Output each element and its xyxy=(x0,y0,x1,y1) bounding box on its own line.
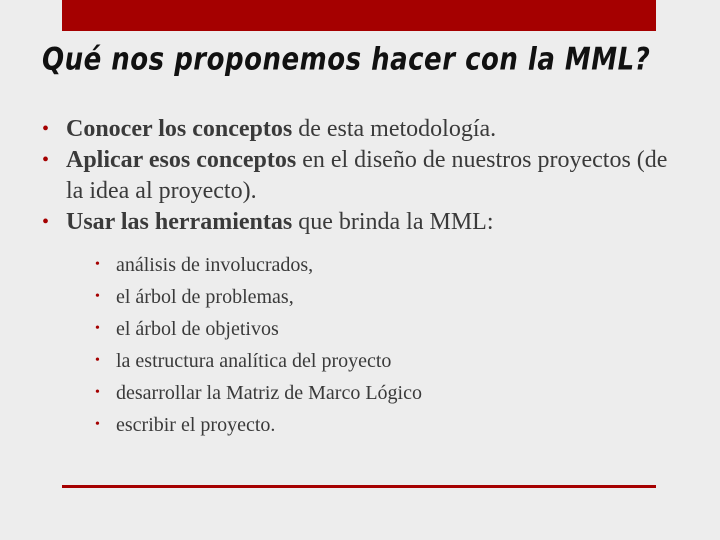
bullet-bold-text: Aplicar esos conceptos xyxy=(66,147,297,173)
slide-content xyxy=(40,114,680,441)
bottom-divider-line xyxy=(62,485,656,488)
bullet-text: que brinda la MML: xyxy=(292,209,494,235)
sub-bullet-text: el árbol de objetivos xyxy=(116,318,279,340)
bullet-bold-text: Conocer los conceptos xyxy=(66,116,293,142)
sub-bullet-list xyxy=(66,249,680,441)
bullet-item-conocer xyxy=(40,114,680,145)
sub-bullet-text: escribir el proyecto. xyxy=(116,414,276,436)
bullet-bold-text: Usar las herramientas xyxy=(66,209,293,235)
sub-bullet-dot-icon: • xyxy=(95,257,100,272)
sub-bullet-text: la estructura analítica del proyecto xyxy=(116,350,392,372)
bullet-dot-icon: • xyxy=(42,211,50,233)
sub-bullet-item xyxy=(66,313,680,345)
sub-bullet-dot-icon: • xyxy=(95,417,100,432)
sub-bullet-item xyxy=(66,409,680,441)
sub-bullet-item xyxy=(66,249,680,281)
sub-bullet-item xyxy=(66,345,680,377)
sub-bullet-item xyxy=(66,377,680,409)
bullet-item-usar xyxy=(40,207,680,441)
slide-title: Qué nos proponemos hacer con la MML? xyxy=(42,42,651,78)
bullet-dot-icon: • xyxy=(42,149,50,171)
sub-bullet-item xyxy=(66,281,680,313)
bullet-text: de esta metodología. xyxy=(292,116,497,142)
bullet-item-aplicar xyxy=(40,145,680,207)
bullet-dot-icon: • xyxy=(42,118,50,140)
sub-bullet-dot-icon: • xyxy=(95,385,100,400)
top-accent-bar xyxy=(62,0,656,31)
main-bullet-list xyxy=(40,114,680,441)
sub-bullet-dot-icon: • xyxy=(95,321,100,336)
sub-bullet-dot-icon: • xyxy=(95,289,100,304)
sub-bullet-dot-icon: • xyxy=(95,353,100,368)
sub-bullet-text: análisis de involucrados, xyxy=(116,254,314,276)
sub-bullet-text: el árbol de problemas, xyxy=(116,286,294,308)
sub-bullet-text: desarrollar la Matriz de Marco Lógico xyxy=(116,382,422,404)
bullet-text: en el diseño de nuestros proyectos (de la idea al proyecto). xyxy=(66,147,668,204)
